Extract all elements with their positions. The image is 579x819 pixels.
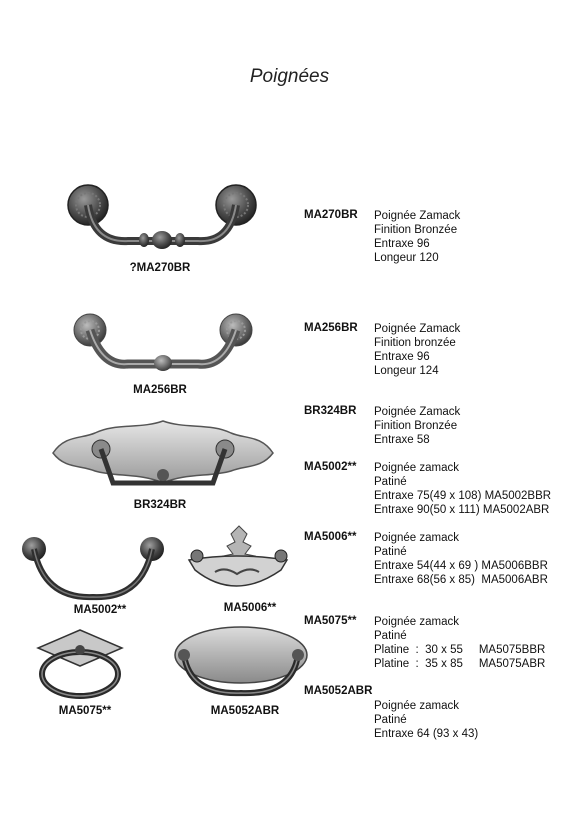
product-description — [374, 699, 478, 741]
caption-ma256br: MA256BR — [133, 384, 187, 396]
product-code: MA5052ABR — [304, 685, 373, 697]
description-line: Patiné — [374, 546, 407, 558]
description-line: Poignée zamack — [374, 462, 460, 474]
product-description — [374, 209, 460, 265]
description-line: Finition Bronzée — [374, 224, 458, 236]
description-line: Platine : 30 x 55 MA5075BBR — [374, 644, 546, 656]
product-image-ma5052abr — [170, 623, 312, 701]
product-description — [374, 461, 551, 517]
description-line: Poignée zamack — [374, 616, 460, 628]
caption-ma5002: MA5002** — [73, 604, 127, 616]
product-description — [374, 615, 545, 671]
product-image-ma5075 — [32, 628, 128, 700]
description-line: Finition bronzée — [374, 337, 456, 349]
description-line: Entraxe 96 — [374, 351, 430, 363]
product-image-ma5002 — [20, 533, 166, 603]
description-line: Entraxe 64 (93 x 43) — [374, 728, 479, 740]
description-line: Entraxe 68(56 x 85) MA5006ABR — [374, 574, 548, 586]
description-line: Poignée zamack — [374, 532, 460, 544]
product-code: MA5006** — [304, 531, 357, 543]
product-code: MA256BR — [304, 322, 358, 334]
description-line: Entraxe 58 — [374, 434, 430, 446]
product-description — [374, 322, 460, 378]
product-image-ma270br — [58, 183, 264, 258]
caption-ma270br: ?MA270BR — [129, 262, 191, 274]
product-code: MA270BR — [304, 209, 358, 221]
description-line: Longeur 124 — [374, 365, 439, 377]
description-line: Patiné — [374, 476, 407, 488]
product-description — [374, 405, 460, 447]
description-line: Patiné — [374, 630, 407, 642]
description-line: Entraxe 90(50 x 111) MA5002ABR — [374, 504, 550, 516]
product-image-br324br — [45, 413, 281, 493]
product-code: MA5075** — [304, 615, 357, 627]
description-line: Finition Bronzée — [374, 420, 458, 432]
caption-ma5006: MA5006** — [223, 602, 277, 614]
description-line: Platine : 35 x 85 MA5075ABR — [374, 658, 546, 670]
caption-ma5052abr: MA5052ABR — [210, 705, 280, 717]
product-code: MA5002** — [304, 461, 357, 473]
product-code: BR324BR — [304, 405, 357, 417]
description-line: Poignée Zamack — [374, 210, 461, 222]
page-title: Poignées — [249, 66, 330, 87]
description-line: Poignée Zamack — [374, 406, 461, 418]
description-line: Longeur 120 — [374, 252, 439, 264]
description-line: Poignée zamack — [374, 700, 460, 712]
description-line: Patiné — [374, 714, 407, 726]
product-image-ma5006 — [185, 522, 291, 600]
description-line: Entraxe 75(49 x 108) MA5002BBR — [374, 490, 552, 502]
product-image-ma256br — [68, 312, 258, 382]
caption-br324br: BR324BR — [133, 499, 187, 511]
caption-ma5075: MA5075** — [58, 705, 112, 717]
description-line: Entraxe 54(44 x 69 ) MA5006BBR — [374, 560, 548, 572]
product-description — [374, 531, 548, 587]
description-line: Poignée Zamack — [374, 323, 461, 335]
description-line: Entraxe 96 — [374, 238, 430, 250]
